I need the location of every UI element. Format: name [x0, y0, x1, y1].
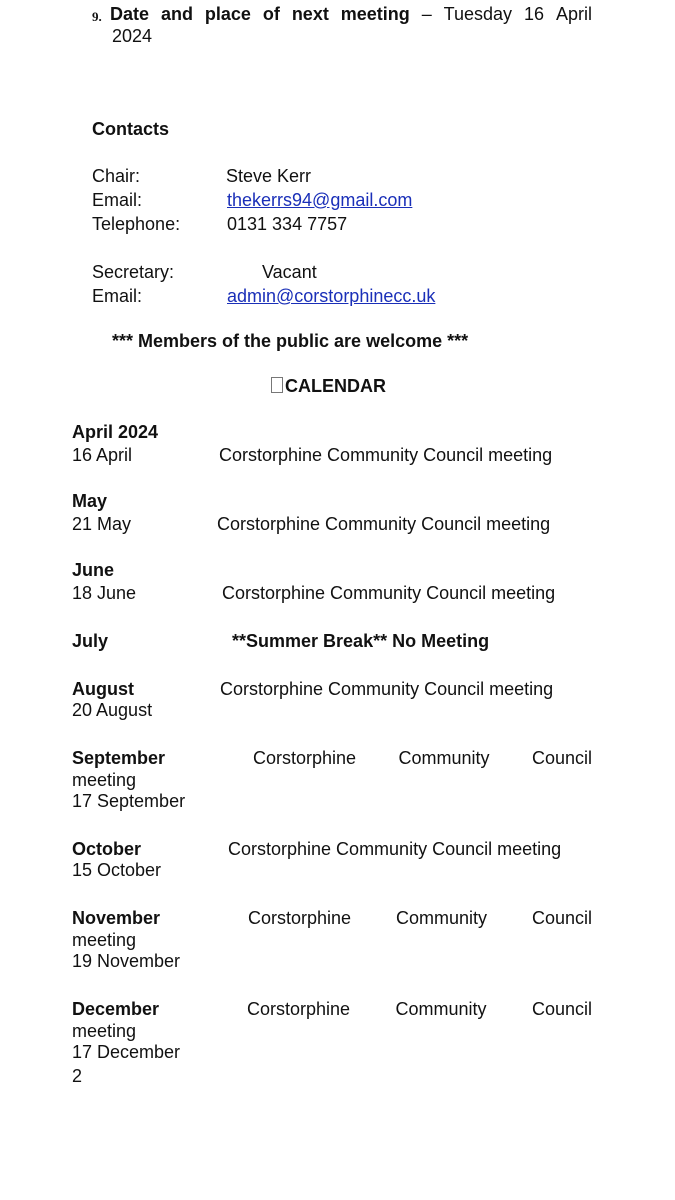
calendar-event-december: [247, 998, 592, 1020]
calendar-event-september-cont: meeting: [72, 770, 137, 790]
chair-label: Chair:: [92, 166, 141, 186]
calendar-month-november: November: [72, 908, 161, 928]
calendar-month-august: August: [72, 679, 134, 699]
calendar-event-word: Corstorphine: [248, 908, 352, 928]
calendar-event-april: Corstorphine Community Council meeting: [219, 445, 553, 465]
agenda-item-9-line1: [110, 3, 592, 25]
calendar-date-may: 21 May: [72, 514, 132, 534]
calendar-event-word: Community: [398, 748, 490, 768]
telephone-label: Telephone:: [92, 214, 181, 234]
agenda-item-title-word: next: [291, 4, 329, 24]
secretary-name: Vacant: [262, 262, 317, 282]
agenda-item-title-word: meeting: [340, 4, 410, 24]
agenda-item-value-year: 2024: [112, 26, 153, 46]
calendar-event-word: Community: [396, 908, 488, 928]
calendar-date-december: 17 December: [72, 1042, 181, 1062]
calendar-event-november: [248, 907, 592, 929]
calendar-event-word: Corstorphine: [253, 748, 357, 768]
calendar-date-april: 16 April: [72, 445, 133, 465]
secretary-email-label: Email:: [92, 286, 143, 306]
calendar-month-september: September: [72, 748, 166, 768]
calendar-event-june: Corstorphine Community Council meeting: [222, 583, 556, 603]
agenda-item-title-word: of: [262, 4, 280, 24]
agenda-item-number: 9.: [92, 9, 102, 24]
chair-email-link[interactable]: thekerrs94@gmail.com: [227, 190, 413, 210]
calendar-event-word: Community: [395, 999, 487, 1019]
agenda-item-value-word: 16: [523, 4, 545, 24]
calendar-event-july: **Summer Break** No Meeting: [232, 631, 490, 651]
secretary-label: Secretary:: [92, 262, 175, 282]
calendar-month-october: October: [72, 839, 142, 859]
public-welcome-notice: *** Members of the public are welcome ***: [112, 331, 469, 351]
calendar-event-word: Council: [531, 908, 592, 928]
calendar-date-august: 20 August: [72, 700, 153, 720]
calendar-event-may: Corstorphine Community Council meeting: [217, 514, 551, 534]
contacts-heading: Contacts: [92, 119, 170, 139]
calendar-event-october: Corstorphine Community Council meeting: [228, 839, 562, 859]
calendar-event-november-cont: meeting: [72, 930, 137, 950]
missing-glyph-icon: [271, 377, 283, 393]
calendar-event-september: [253, 747, 592, 769]
page-number: 2: [72, 1066, 83, 1086]
calendar-heading-text: CALENDAR: [285, 376, 386, 396]
calendar-month-july: July: [72, 631, 109, 651]
calendar-month-june: June: [72, 560, 115, 580]
agenda-item-title-word: place: [204, 4, 251, 24]
calendar-event-word: Council: [531, 999, 592, 1019]
calendar-heading: [271, 375, 386, 397]
calendar-month-december: December: [72, 999, 160, 1019]
calendar-event-word: Council: [531, 748, 592, 768]
agenda-item-value-word: April: [555, 4, 592, 24]
calendar-event-word: Corstorphine: [247, 999, 351, 1019]
secretary-email-link[interactable]: admin@corstorphinecc.uk: [227, 286, 436, 306]
calendar-event-august: Corstorphine Community Council meeting: [220, 679, 554, 699]
calendar-date-november: 19 November: [72, 951, 181, 971]
chair-name: Steve Kerr: [226, 166, 312, 186]
agenda-item-title-word: and: [160, 4, 193, 24]
calendar-date-june: 18 June: [72, 583, 137, 603]
calendar-month-april: April 2024: [72, 422, 159, 442]
agenda-item-title-word: Date: [110, 4, 150, 24]
telephone-number: 0131 334 7757: [227, 214, 348, 234]
agenda-item-value-word: Tuesday: [443, 4, 513, 24]
calendar-date-september: 17 September: [72, 791, 186, 811]
agenda-item-dash: –: [421, 4, 432, 24]
calendar-event-december-cont: meeting: [72, 1021, 137, 1041]
chair-email-label: Email:: [92, 190, 143, 210]
calendar-month-may: May: [72, 491, 108, 511]
calendar-date-october: 15 October: [72, 860, 162, 880]
